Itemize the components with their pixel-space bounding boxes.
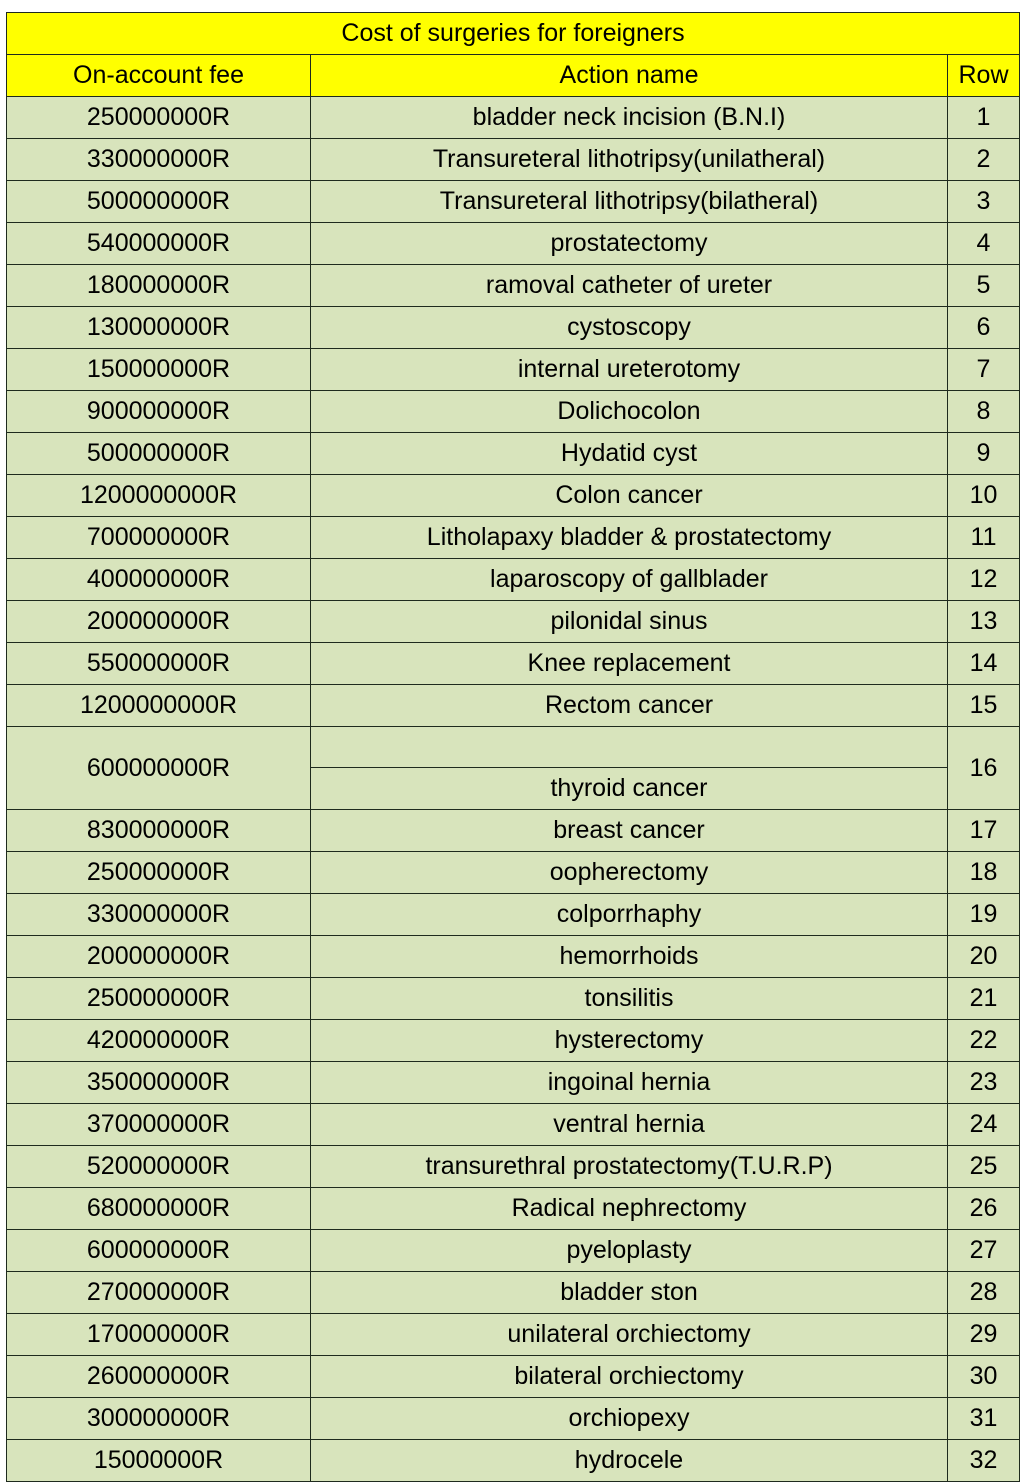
row-number-cell: 27: [948, 1230, 1020, 1272]
action-cell: bilateral orchiectomy: [311, 1356, 948, 1398]
table-row: [7, 601, 1020, 643]
action-cell: cystoscopy: [311, 307, 948, 349]
action-cell: Dolichocolon: [311, 391, 948, 433]
fee-cell: 260000000R: [7, 1356, 311, 1398]
row-number-cell: 6: [948, 307, 1020, 349]
fee-cell: 15000000R: [7, 1440, 311, 1482]
table-row: [7, 936, 1020, 978]
row-number-cell: 29: [948, 1314, 1020, 1356]
table-row: [7, 223, 1020, 265]
row-number-cell: 7: [948, 349, 1020, 391]
table-row: [7, 643, 1020, 685]
row-number-cell: 23: [948, 1062, 1020, 1104]
row-number-cell: 26: [948, 1188, 1020, 1230]
fee-cell: 200000000R: [7, 936, 311, 978]
fee-cell: 130000000R: [7, 307, 311, 349]
fee-cell: 420000000R: [7, 1020, 311, 1062]
fee-cell: 400000000R: [7, 559, 311, 601]
table-row: [7, 894, 1020, 936]
header-fee: On-account fee: [7, 55, 311, 97]
action-cell: internal ureterotomy: [311, 349, 948, 391]
action-cell: bladder ston: [311, 1272, 948, 1314]
row-number-cell: 4: [948, 223, 1020, 265]
action-cell: bladder neck incision (B.N.I): [311, 97, 948, 139]
table-row: [7, 391, 1020, 433]
row-number-cell: 3: [948, 181, 1020, 223]
action-cell-empty: [311, 727, 948, 768]
row-number-cell: 17: [948, 810, 1020, 852]
action-cell: Knee replacement: [311, 643, 948, 685]
row-number-cell: 24: [948, 1104, 1020, 1146]
action-cell: thyroid cancer: [311, 768, 948, 810]
row-number-cell: 14: [948, 643, 1020, 685]
action-cell: hysterectomy: [311, 1020, 948, 1062]
action-cell: prostatectomy: [311, 223, 948, 265]
row-number-cell: 25: [948, 1146, 1020, 1188]
action-cell: pilonidal sinus: [311, 601, 948, 643]
table-row: [7, 1398, 1020, 1440]
row-number-cell: 28: [948, 1272, 1020, 1314]
table-row: [7, 1314, 1020, 1356]
action-cell: Litholapaxy bladder & prostatectomy: [311, 517, 948, 559]
table-row: [7, 978, 1020, 1020]
table-row: [7, 433, 1020, 475]
table-row: [7, 1146, 1020, 1188]
fee-cell: 330000000R: [7, 894, 311, 936]
fee-cell: 170000000R: [7, 1314, 311, 1356]
table-row: [7, 181, 1020, 223]
fee-cell: 300000000R: [7, 1398, 311, 1440]
fee-cell: 370000000R: [7, 1104, 311, 1146]
title-row: [7, 13, 1020, 55]
fee-cell: 830000000R: [7, 810, 311, 852]
action-cell: oopherectomy: [311, 852, 948, 894]
fee-cell: 1200000000R: [7, 475, 311, 517]
fee-cell: 540000000R: [7, 223, 311, 265]
row-number-cell: 32: [948, 1440, 1020, 1482]
fee-cell: 680000000R: [7, 1188, 311, 1230]
table-row: [7, 1272, 1020, 1314]
table-row: [7, 727, 1020, 768]
fee-cell: 200000000R: [7, 601, 311, 643]
table-row: [7, 1062, 1020, 1104]
fee-cell: 500000000R: [7, 433, 311, 475]
fee-cell: 700000000R: [7, 517, 311, 559]
fee-cell: 150000000R: [7, 349, 311, 391]
action-cell: ramoval catheter of ureter: [311, 265, 948, 307]
action-cell: Hydatid cyst: [311, 433, 948, 475]
header-action: Action name: [311, 55, 948, 97]
action-cell: ingoinal hernia: [311, 1062, 948, 1104]
row-number-cell: 30: [948, 1356, 1020, 1398]
action-cell: Transureteral lithotripsy(bilatheral): [311, 181, 948, 223]
action-cell: Colon cancer: [311, 475, 948, 517]
fee-cell: 250000000R: [7, 852, 311, 894]
row-number-cell: 19: [948, 894, 1020, 936]
table-row: [7, 1020, 1020, 1062]
row-number-cell: 22: [948, 1020, 1020, 1062]
table-title: Cost of surgeries for foreigners: [7, 13, 1020, 55]
action-cell: hemorrhoids: [311, 936, 948, 978]
table-row: [7, 852, 1020, 894]
action-cell: ventral hernia: [311, 1104, 948, 1146]
row-number-cell: 21: [948, 978, 1020, 1020]
row-number-cell: 20: [948, 936, 1020, 978]
row-number-cell: 15: [948, 685, 1020, 727]
table-row: [7, 1230, 1020, 1272]
action-cell: colporrhaphy: [311, 894, 948, 936]
action-cell: unilateral orchiectomy: [311, 1314, 948, 1356]
row-number-cell: 18: [948, 852, 1020, 894]
fee-cell: 900000000R: [7, 391, 311, 433]
table-row: [7, 349, 1020, 391]
table-row: [7, 1104, 1020, 1146]
row-number-cell: 31: [948, 1398, 1020, 1440]
action-cell: pyeloplasty: [311, 1230, 948, 1272]
table-row: [7, 810, 1020, 852]
row-number-cell: 5: [948, 265, 1020, 307]
table-row: [7, 265, 1020, 307]
surgery-cost-table: [6, 12, 1020, 1482]
row-number-cell: 11: [948, 517, 1020, 559]
header-row-number: Row: [948, 55, 1020, 97]
header-row: [7, 55, 1020, 97]
action-cell: Rectom cancer: [311, 685, 948, 727]
row-number-cell: 12: [948, 559, 1020, 601]
row-number-cell: 10: [948, 475, 1020, 517]
fee-cell: 330000000R: [7, 139, 311, 181]
fee-cell: 600000000R: [7, 727, 311, 810]
table-row: [7, 517, 1020, 559]
fee-cell: 250000000R: [7, 97, 311, 139]
fee-cell: 1200000000R: [7, 685, 311, 727]
fee-cell: 520000000R: [7, 1146, 311, 1188]
table-row: [7, 685, 1020, 727]
table-row: [7, 1356, 1020, 1398]
table-row: [7, 1440, 1020, 1482]
fee-cell: 550000000R: [7, 643, 311, 685]
action-cell: laparoscopy of gallblader: [311, 559, 948, 601]
fee-cell: 500000000R: [7, 181, 311, 223]
table-row: [7, 559, 1020, 601]
row-number-cell: 9: [948, 433, 1020, 475]
fee-cell: 270000000R: [7, 1272, 311, 1314]
table-row: [7, 97, 1020, 139]
action-cell: Transureteral lithotripsy(unilatheral): [311, 139, 948, 181]
fee-cell: 350000000R: [7, 1062, 311, 1104]
action-cell: transurethral prostatectomy(T.U.R.P): [311, 1146, 948, 1188]
action-cell: hydrocele: [311, 1440, 948, 1482]
row-number-cell: 1: [948, 97, 1020, 139]
row-number-cell: 13: [948, 601, 1020, 643]
table-row: [7, 475, 1020, 517]
table-row: [7, 307, 1020, 349]
row-number-cell: 16: [948, 727, 1020, 810]
action-cell: breast cancer: [311, 810, 948, 852]
fee-cell: 250000000R: [7, 978, 311, 1020]
fee-cell: 180000000R: [7, 265, 311, 307]
row-number-cell: 8: [948, 391, 1020, 433]
action-cell: orchiopexy: [311, 1398, 948, 1440]
table-row: [7, 139, 1020, 181]
action-cell: Radical nephrectomy: [311, 1188, 948, 1230]
row-number-cell: 2: [948, 139, 1020, 181]
table-row: [7, 1188, 1020, 1230]
fee-cell: 600000000R: [7, 1230, 311, 1272]
action-cell: tonsilitis: [311, 978, 948, 1020]
